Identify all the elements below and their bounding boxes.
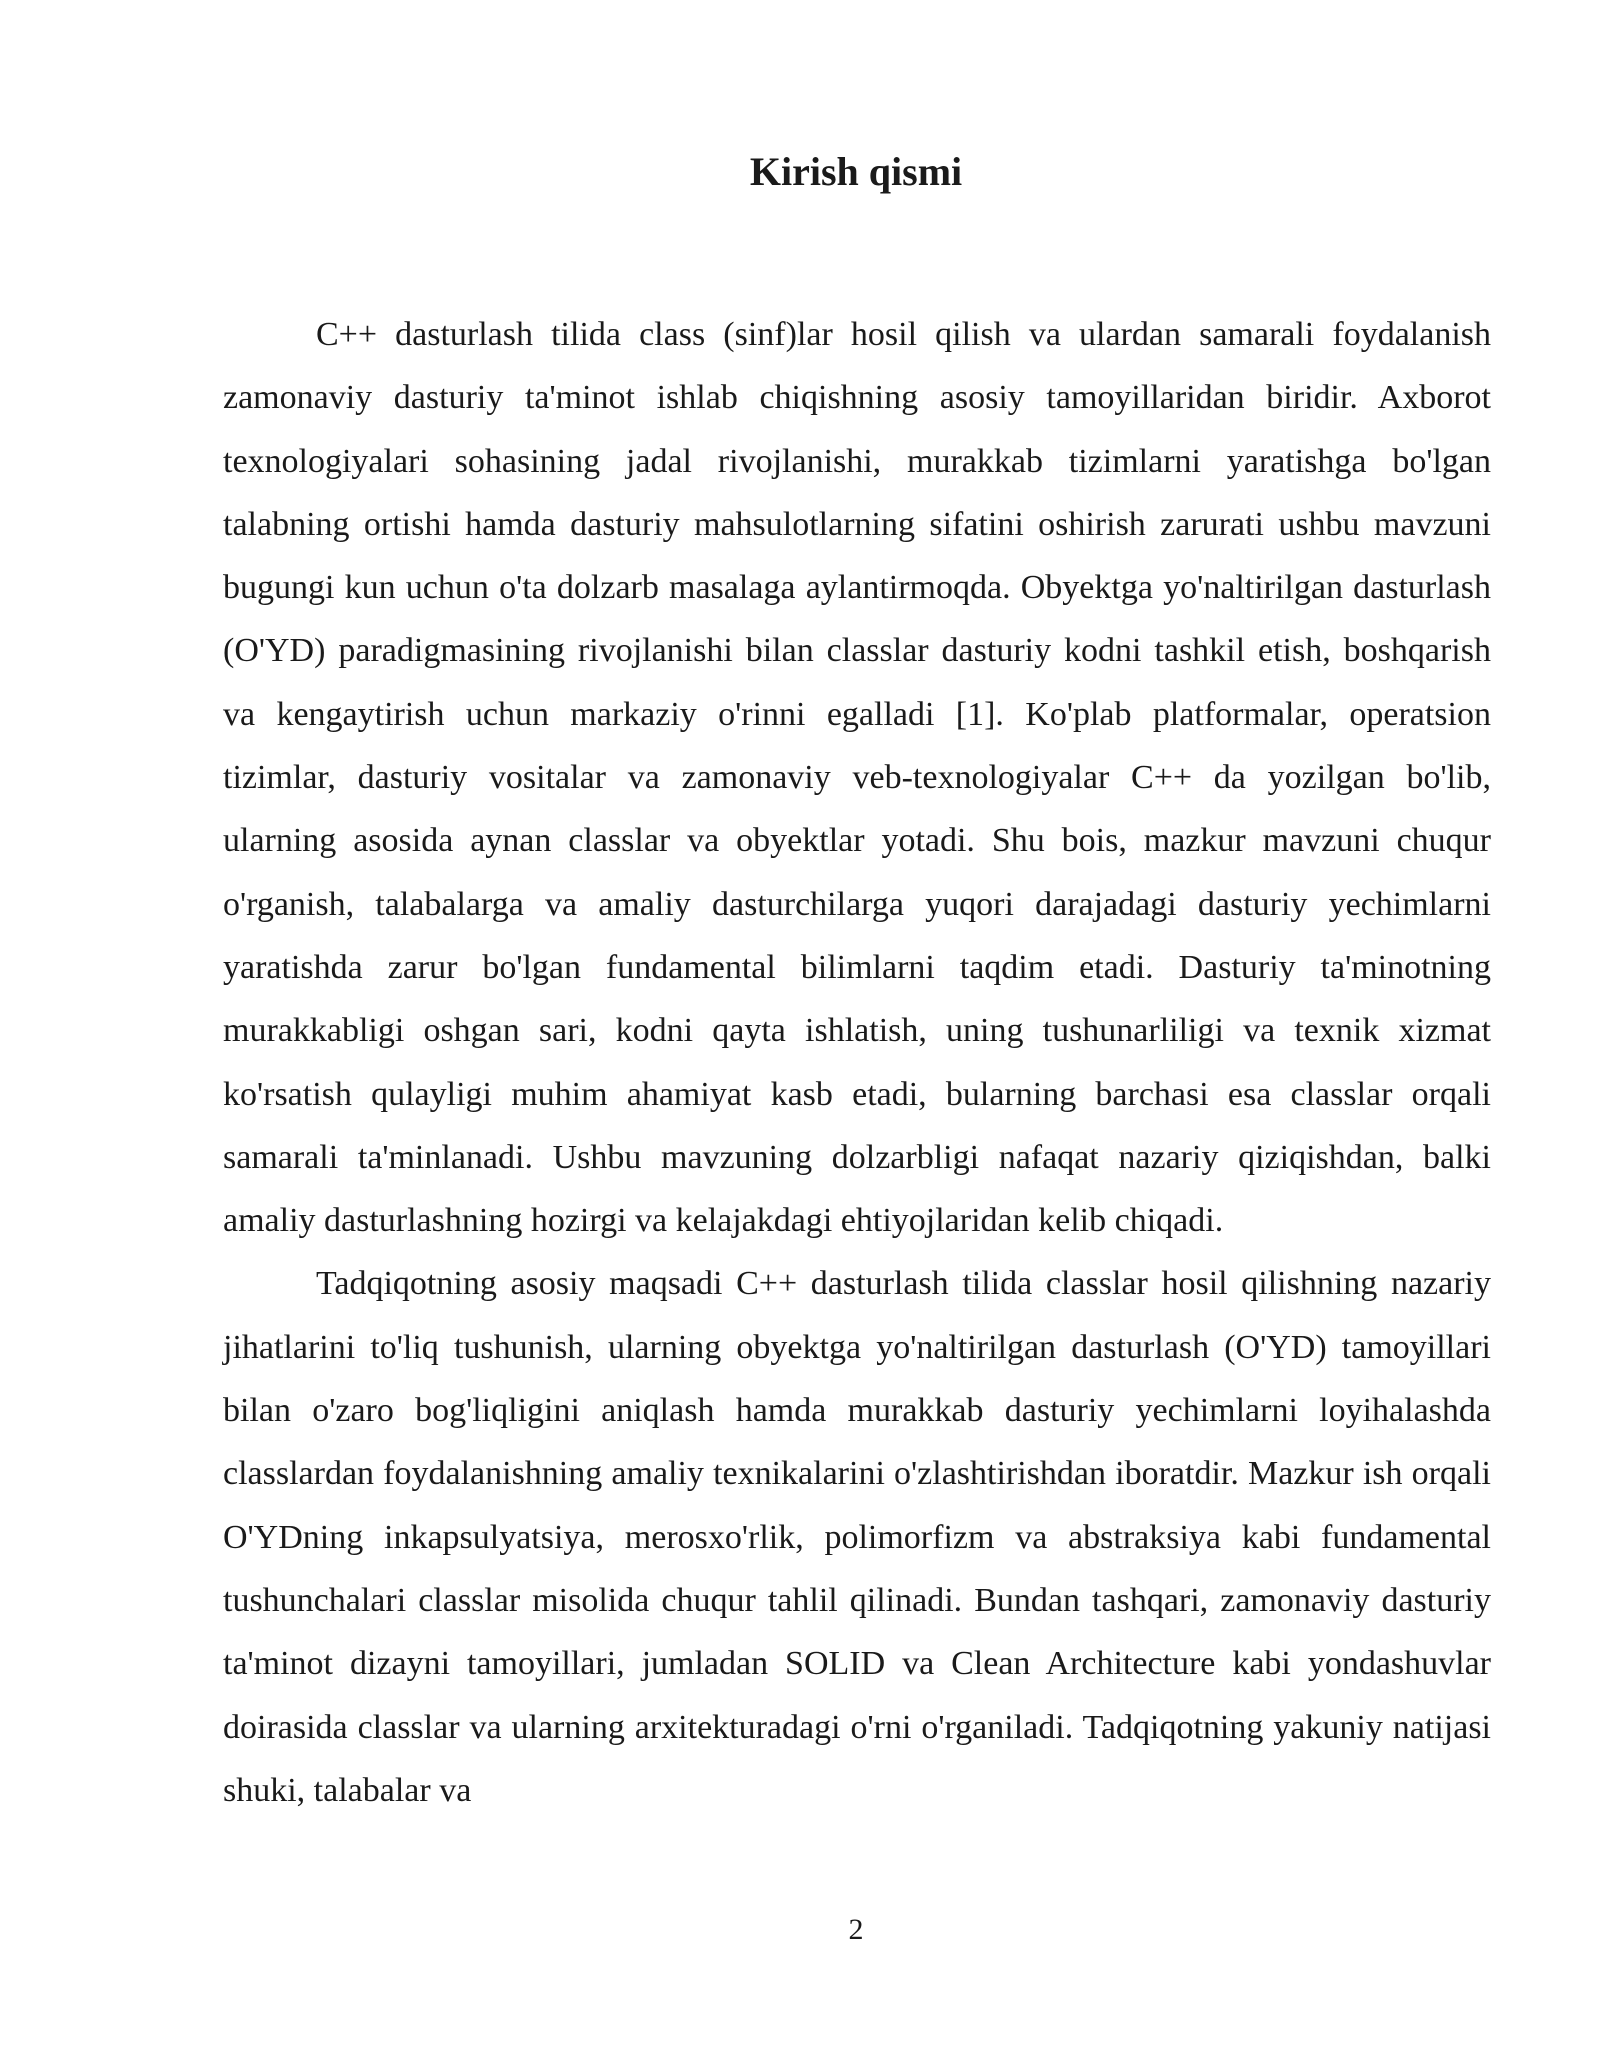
page-number: 2 bbox=[848, 1913, 864, 1946]
body-text bbox=[223, 303, 1491, 1822]
paragraph-goal: Tadqiqotning asosiy maqsadi C++ dasturlash tilida classlar hosil qilishning nazariy jihatlarini to'liq tushunish, ularning obyektga yo'naltirilgan dasturlash (O'YD) tamoyillari bilan o'zaro bog'liqligini aniqlash hamda murakkab dasturiy yechimlarni loyihalashda classlardan foydalanishning amaliy texnikalarini o'zlashtirishdan iboratdir. Mazkur ish orqali O'YDning inkapsulyatsiya, merosxo'rlik, polimorfizm va abstraksiya kabi fundamental tushunchalari classlar misolida chuqur tahlil qilinadi. Bundan tashqari, zamonaviy dasturiy ta'minot dizayni tamoyillari, jumladan SOLID va Clean Architecture kabi yondashuvlar doirasida classlar va ularning arxitekturadagi o'rni o'rganiladi. Tadqiqotning yakuniy natijasi shuki, talabalar va bbox=[223, 1265, 1491, 1809]
page-title: Kirish qismi bbox=[749, 149, 963, 194]
paragraph-relevance: C++ dasturlash tilida class (sinf)lar hosil qilish va ulardan samarali foydalanish zamonaviy dasturiy ta'minot ishlab chiqishning asosiy tamoyillaridan biridir. Axborot texnologiyalari sohasining jadal rivojlanishi, murakkab tizimlarni yaratishga bo'lgan talabning ortishi hamda dasturiy mahsulotlarning sifatini oshirish zarurati ushbu mavzuni bugungi kun uchun o'ta dolzarb masalaga aylantirmoqda. Obyektga yo'naltirilgan dasturlash (O'YD) paradigmasining rivojlanishi bilan classlar dasturiy kodni tashkil etish, boshqarish va kengaytirish uchun markaziy o'rinni egalladi [1]. Ko'plab platformalar, operatsion tizimlar, dasturiy vositalar va zamonaviy veb-texnologiyalar C++ da yozilgan bo'lib, ularning asosida aynan classlar va obyektlar yotadi. Shu bois, mazkur mavzuni chuqur o'rganish, talabalarga va amaliy dasturchilarga yuqori darajadagi dasturiy yechimlarni yaratishda zarur bo'lgan fundamental bilimlarni taqdim etadi. Dasturiy ta'minotning murakkabligi oshgan sari, kodni qayta ishlatish, uning tushunarliligi va texnik xizmat ko'rsatish qulayligi muhim ahamiyat kasb etadi, bularning barchasi esa classlar orqali samarali ta'minlanadi. Ushbu mavzuning dolzarbligi nafaqat nazariy qiziqishdan, balki amaliy dasturlashning hozirgi va kelajakdagi ehtiyojlaridan kelib chiqadi. bbox=[223, 316, 1491, 1240]
